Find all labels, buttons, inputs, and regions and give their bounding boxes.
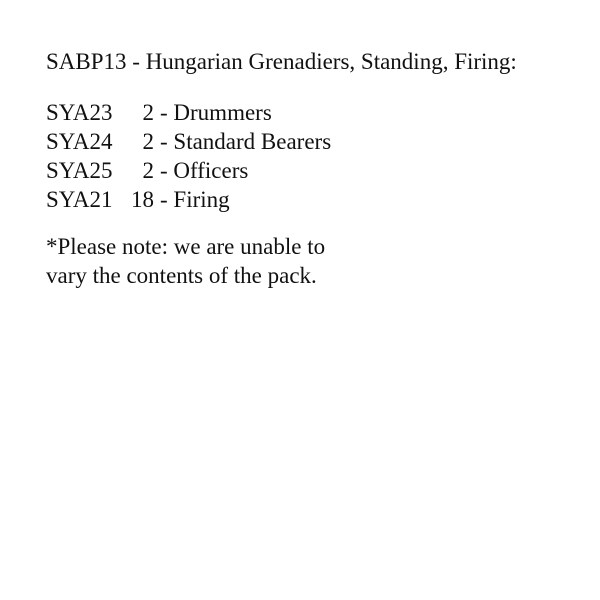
item-desc: - Officers bbox=[160, 158, 249, 183]
item-qty: 2 bbox=[142, 129, 154, 154]
item-desc: - Firing bbox=[160, 187, 230, 212]
pack-note bbox=[46, 232, 566, 290]
list-item bbox=[46, 127, 566, 156]
item-code: SYA21 bbox=[46, 187, 113, 212]
pack-description bbox=[46, 47, 566, 290]
item-code: SYA24 bbox=[46, 129, 113, 154]
item-desc: - Standard Bearers bbox=[160, 129, 332, 154]
note-line: vary the contents of the pack. bbox=[46, 263, 317, 288]
item-qty: 18 bbox=[131, 187, 154, 212]
item-qty: 2 bbox=[142, 158, 154, 183]
list-item bbox=[46, 98, 566, 127]
item-code: SYA23 bbox=[46, 100, 113, 125]
item-desc: - Drummers bbox=[160, 100, 272, 125]
pack-title: SABP13 - Hungarian Grenadiers, Standing, Firing: bbox=[46, 49, 517, 74]
item-qty: 2 bbox=[142, 100, 154, 125]
item-code: SYA25 bbox=[46, 158, 113, 183]
note-line: *Please note: we are unable to bbox=[46, 234, 326, 259]
contents-list bbox=[46, 98, 566, 214]
list-item bbox=[46, 185, 566, 214]
list-item bbox=[46, 156, 566, 185]
